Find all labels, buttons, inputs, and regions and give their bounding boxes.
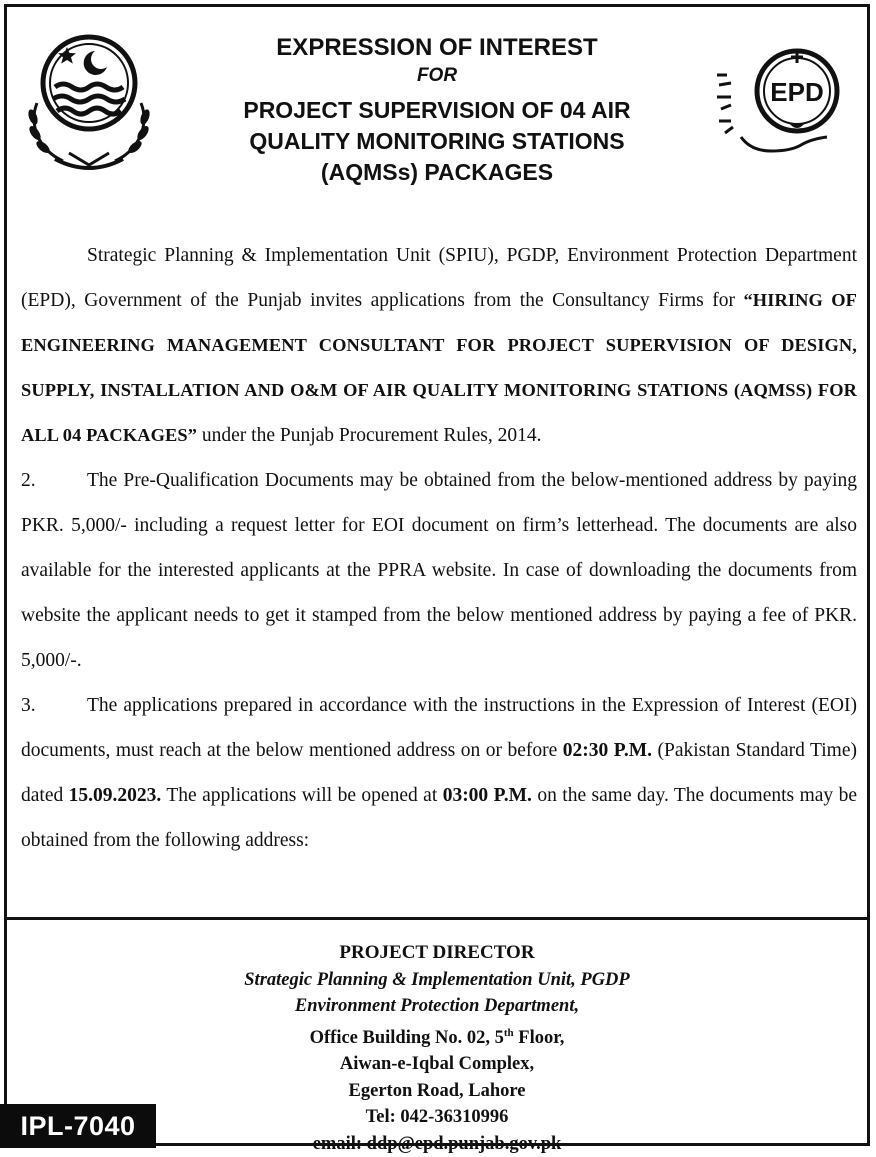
- paragraph-2: [21, 458, 857, 683]
- paragraph-1: [21, 233, 857, 458]
- paragraph-3-text-c: The applications will be opened at: [161, 785, 443, 806]
- address-tel: Tel: 042-36310996: [365, 1107, 509, 1128]
- address-title: PROJECT DIRECTOR: [339, 942, 535, 963]
- address-office-a: Office Building No. 02, 5: [309, 1027, 504, 1048]
- reference-tag: IPL-7040: [0, 1104, 156, 1148]
- address-office: [7, 1020, 867, 1052]
- paragraph-3-text-b: (Pakistan Standard Time) dated: [21, 740, 857, 806]
- paragraph-3-text-d: on the same day. The documents may be obtained from the following address:: [21, 785, 857, 851]
- epd-emblem-icon: [711, 41, 855, 161]
- paragraph-2-text: The Pre-Qualification Documents may be obtained from the below-mentioned address by paying PKR. 5,000/- including a request letter for EOI document on firm’s letterhead. The documents are also available for the interested applicants at the PPRA website. In case of downloading the documents from website the applicant needs to get it stamped from the below mentioned address by paying a fee of PKR. 5,000/-.: [21, 470, 857, 671]
- address-office-b: Floor,: [513, 1027, 565, 1048]
- paragraph-1-intro: Strategic Planning & Implementation Unit (SPIU), PGDP, Environment Protection Department (EPD), Government of the Punjab invites applications from the Consultancy Firms for: [21, 245, 857, 311]
- address-unit: Strategic Planning & Implementation Unit, PGDP: [244, 969, 630, 990]
- advertisement-frame: [4, 4, 870, 1154]
- punjab-emblem-icon: [15, 27, 163, 173]
- address-department: Environment Protection Department,: [294, 996, 580, 1016]
- deadline-date: 15.09.2023.: [68, 785, 162, 806]
- ad-for: FOR: [416, 65, 458, 86]
- address-email[interactable]: email: ddp@epd.punjab.gov.pk: [312, 1133, 562, 1154]
- ad-subtitle-line2: QUALITY MONITORING STATIONS: [249, 128, 625, 154]
- address-office-sup: th: [503, 1026, 514, 1039]
- ad-title: EXPRESSION OF INTEREST: [276, 34, 598, 61]
- ad-subtitle-line1: PROJECT SUPERVISION OF 04 AIR: [243, 97, 631, 123]
- opening-time: 03:00 P.M.: [442, 785, 532, 806]
- deadline-time: 02:30 P.M.: [562, 740, 653, 761]
- ad-header: [197, 33, 677, 188]
- paragraph-3-number: 3.: [21, 695, 36, 716]
- epd-logo-text: EPD: [770, 77, 824, 107]
- paragraph-2-number: 2.: [21, 470, 36, 491]
- paragraph-3-text-a: The applications prepared in accordance with the instructions in the Expression of Interest (EOI) documents, must reach at the below mentioned address on or before: [21, 695, 857, 761]
- paragraph-1-assignment: “HIRING OF ENGINEERING MANAGEMENT CONSULTANT FOR PROJECT SUPERVISION OF DESIGN, SUPPLY, INSTALLATION AND O&M OF AIR QUALITY MONITORING STATIONS (AQMSS) FOR ALL 04 PACKAGES”: [21, 290, 857, 445]
- address-complex: Aiwan-e-Iqbal Complex,: [339, 1054, 535, 1075]
- address-road: Egerton Road, Lahore: [348, 1080, 526, 1101]
- paragraph-1-tail: under the Punjab Procurement Rules, 2014.: [197, 425, 542, 446]
- notice-body: [21, 233, 857, 863]
- ad-subtitle-line3: (AQMSs) PACKAGES: [320, 159, 554, 185]
- notice-section: [7, 7, 867, 917]
- paragraph-3: [21, 683, 857, 863]
